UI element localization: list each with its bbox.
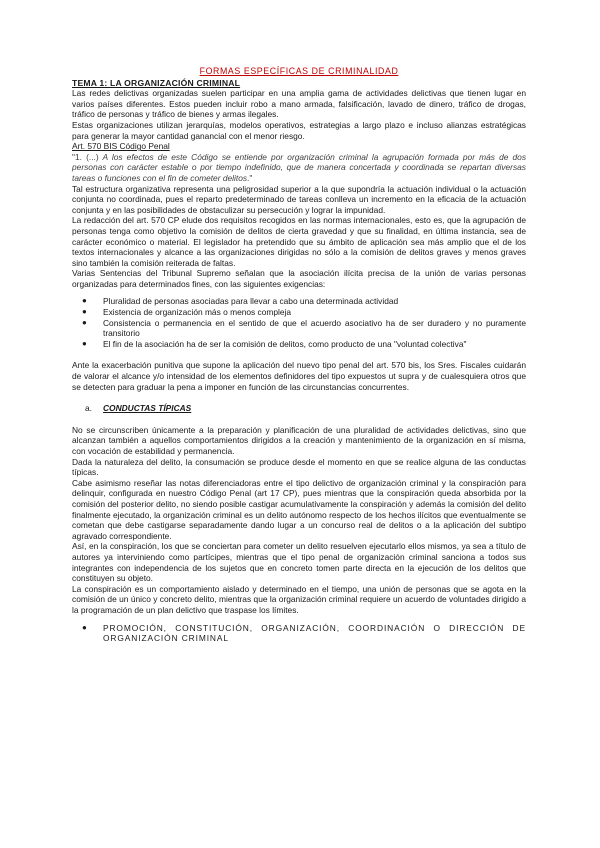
quote-text: A los efectos de este Código se entiende por organización criminal la agrupación formada por más de dos personas con carácter estable o por tiempo indefinido, que de manera concertada y coordinada se repartan diversas tareas o funciones con el fin de cometer delitos [72, 151, 527, 183]
paragraph: Ante la exacerbación punitiva que supone la aplicación del nuevo tipo penal del art. 570 bis, los Sres. Fiscales cuidarán de valorar el alcance y/o intensidad de los elementos definidores del tipo expuestos ut supra y de cualesquiera otros que se detecten para graduar la pena a imponer en función de las circunstancias concurrentes. [72, 360, 526, 392]
paragraph: Estas organizaciones utilizan jerarquías, modelos operativos, estrategias a largo plazo e incluso alianzas estratégicas para generar la mayor cantidad ganancial con el menor riesgo. [72, 119, 526, 141]
paragraph: La conspiración es un comportamiento aislado y determinado en el tiempo, una unión de personas que se agota en la comisión de un único y concreto delito, mientras que la organización criminal requiere un acuerdo de voluntades dirigido a la programación de un plan delictivo que traspase los límites. [72, 583, 526, 615]
subsection-letter: a. [85, 403, 92, 414]
bullet-icon: ● [82, 296, 87, 306]
paragraph: Tal estructura organizativa representa una peligrosidad superior a la que supondría la actuación individual o la actuación conjunta no coordinada, pues el reparto predeterminado de tareas conlleva un incremento en la eficacia de la actuación conjunta y en las posibilidades de obstaculizar su persecución y lograr la impunidad. [72, 183, 526, 215]
requirements-list [72, 296, 526, 349]
paragraph: Así, en la conspiración, los que se conciertan para cometer un delito resuelven ejecutarlo ellos mismos, ya sea a título de autores ya interviniendo como partícipes, mientras que el tipo penal de organización criminal sanciona a todos sus integrantes con independencia de los sujetos que en concreto tomen parte directa en la ejecución de los delitos que constituyen su objeto. [72, 541, 526, 584]
paragraph: La redacción del art. 570 CP elude dos requisitos recogidos en las normas internacionales, esto es, que la agrupación de personas tenga como objetivo la comisión de delitos de cierta gravedad y que su finalidad, en última instancia, sea de carácter económico o material. El legislador ha pretendido que su ámbito de aplicación sea más amplio que el de los textos internacionales y alcance a las organizaciones dirigidas no sólo a la comisión de delitos graves y menos graves sino también la comisión reiterada de faltas. [72, 215, 526, 268]
list-item: ● Consistencia o permanencia en el sentido de que el acuerdo asociativo ha de ser duradero y no puramente transitorio [82, 317, 526, 339]
legal-quote [72, 152, 526, 184]
list-item: ● PROMOCIÓN, CONSTITUCIÓN, ORGANIZACIÓN, COORDINACIÓN O DIRECCIÓN DE ORGANIZACIÓN CRIMINAL [82, 622, 526, 644]
subsection-heading [72, 403, 526, 414]
bullet-icon: ● [82, 307, 87, 317]
list-item: ● Pluralidad de personas asociadas para llevar a cabo una determinada actividad [82, 296, 399, 307]
document-page [72, 66, 526, 644]
list-item: ● Existencia de organización más o menos compleja [82, 307, 292, 318]
section-heading: TEMA 1: LA ORGANIZACIÓN CRIMINAL [72, 77, 241, 88]
quote-number: "1. (...) [72, 151, 99, 162]
article-reference: Art. 570 BIS Código Penal [72, 141, 170, 152]
bullet-icon: ● [82, 317, 87, 327]
document-title: FORMAS ESPECÍFICAS DE CRIMINALIDAD [199, 66, 399, 76]
conducts-list [72, 623, 526, 644]
list-item: ● El fin de la asociación ha de ser la comisión de delitos, como producto de una "voluntad colectiva" [82, 338, 467, 349]
bullet-icon: ● [82, 338, 87, 348]
quote-end: ." [247, 172, 253, 183]
paragraph: Cabe asimismo reseñar las notas diferenciadoras entre el tipo delictivo de organización criminal y la conspiración para delinquir, configurada en nuestro Código Penal (art 17 CP), pues mientras que la conspiración queda absorbida por la comisión del posterior delito, no siendo posible castigar acumulativamente la conspiración y además la comisión del delito finalmente ejecutado, la organización criminal es un delito autónomo respecto de los hechos ilícitos que eventualmente se cometan que debe castigarse separadamente dando lugar a un concurso real de delitos o a la aplicación del subtipo agravado correspondiente. [72, 477, 526, 541]
subsection-title: CONDUCTAS TÍPICAS [103, 403, 192, 414]
paragraph: Varias Sentencias del Tribunal Supremo señalan que la asociación ilícita precisa de la unión de varias personas organizadas para determinados fines, con las siguientes exigencias: [72, 268, 526, 289]
paragraph: Las redes delictivas organizadas suelen participar en una amplia gama de actividades delictivas que tienen lugar en varios países diferentes. Estos pueden incluir robo a mano armada, falsificación, lavado de dinero, tráfico de drogas, tráfico de personas y tráfico de bienes y armas ilegales. [72, 88, 526, 120]
bullet-icon: ● [82, 622, 88, 632]
paragraph: Dada la naturaleza del delito, la consumación se produce desde el momento en que se realice alguna de las conductas típicas. [72, 456, 526, 478]
paragraph: No se circunscriben únicamente a la preparación y planificación de una pluralidad de actividades delictivas, sino que alcanzan también a aquellos comportamientos dirigidos a la creación y mantenimiento de la organización en sí misma, con vocación de estabilidad y permanencia. [72, 424, 526, 456]
